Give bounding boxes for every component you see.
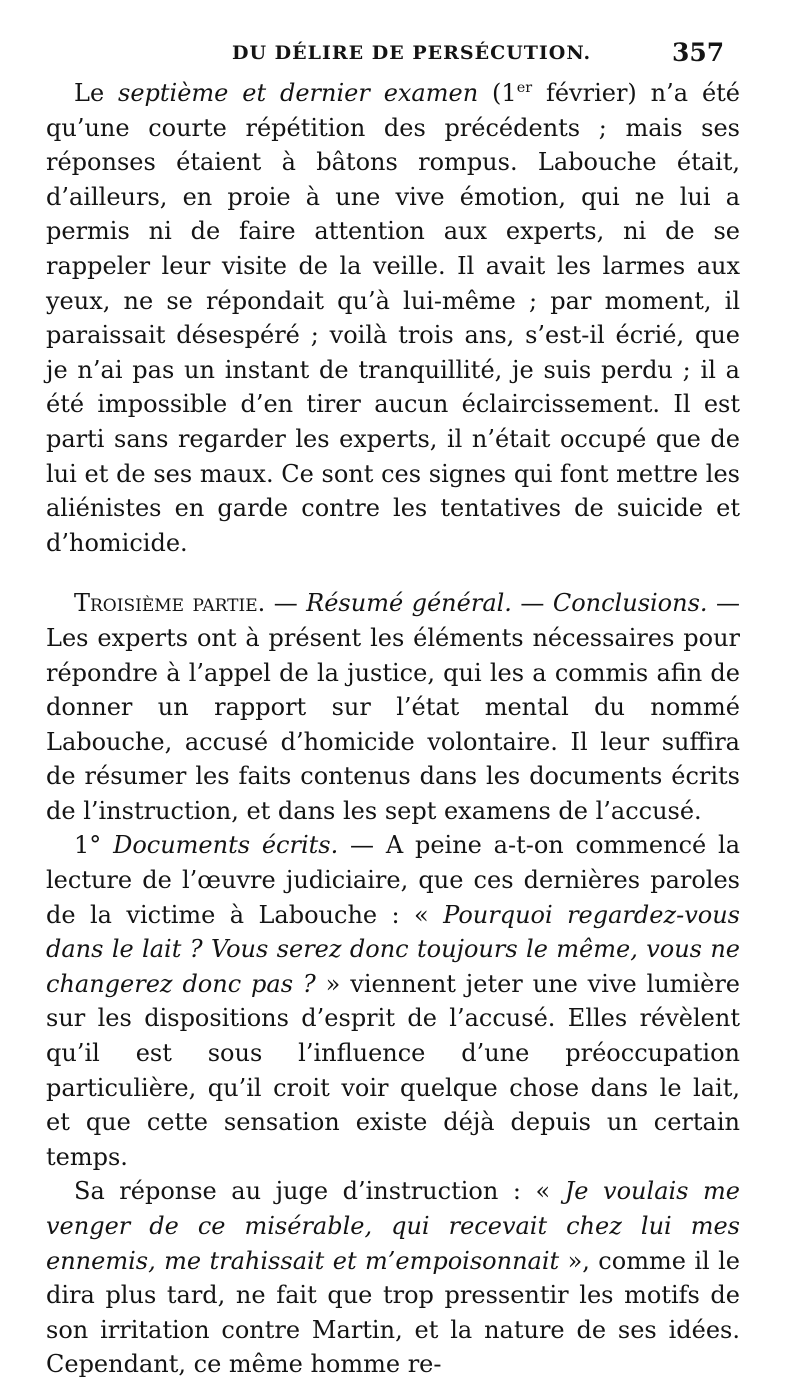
paragraph-documents-ecrits: [46, 828, 740, 1174]
paragraph-septieme-examen: [46, 76, 740, 560]
superscript: er: [516, 80, 533, 96]
text-run: — Les experts ont à présent les éléments nécessaires pour répondre à l’appel de la justice, qui les a commis afin de donner un rapport sur l’état mental du nommé Labouche, accusé d’homicide volontaire. Il leur suffira de résumer les faits contenus dans les documents écrits de l’instruction, et dans les sept examens de l’accusé.: [46, 589, 740, 825]
page-number: 357: [672, 38, 725, 67]
running-title: DU DÉLIRE DE PERSÉCUTION.: [232, 42, 592, 64]
text-run: (1: [478, 79, 517, 107]
text-run: » viennent jeter une vive lumière sur les dispositions d’esprit de l’accusé. Elles révèlent qu’il est sous l’influence d’une préoccupation particulière, qu’il croit voir quelque chose dans le lait, et que cette sensation existe déjà depuis un certain temps.: [46, 969, 740, 1171]
page-header: [0, 38, 800, 78]
text-run: —: [265, 589, 307, 618]
italic-run: septième et dernier examen: [118, 79, 479, 107]
italic-quote: Pourquoi regardez-vous dans le lait ? Vous serez donc toujours le même, vous ne changerez donc pas ?: [46, 900, 740, 998]
paragraph-reponse-juge: [46, 1174, 740, 1382]
italic-quote: Je voulais me venger de ce misérable, qui recevait chez lui mes ennemis, me trahissait et m’empoisonnait: [46, 1177, 740, 1275]
text-run: —: [511, 589, 553, 618]
paragraph-troisieme-partie: [46, 586, 740, 828]
page-body: [46, 76, 740, 1382]
text-run: Sa réponse au juge d’instruction : «: [74, 1177, 565, 1206]
text-run: — A peine a-t-on commencé la lecture de l’œuvre judiciaire, que ces dernières paroles de la victime à Labouche : «: [46, 831, 741, 929]
italic-run: Documents écrits.: [113, 831, 339, 860]
text-run: Le: [74, 79, 119, 107]
italic-run: Résumé général.: [306, 589, 512, 618]
italic-run: Conclusions.: [552, 589, 708, 618]
text-run: », comme il le dira plus tard, ne fait que trop pressentir les motifs de son irritation contre Martin, et la nature de ses idées. Cependant, ce même homme re-: [46, 1246, 740, 1379]
text-run: février) n’a été qu’une courte répétition des précédents ; mais ses réponses étaient à bâtons rompus. Labouche était, d’ailleurs, en proie à une vive émotion, qui ne lui a permis ni de faire attention aux experts, ni de se rappeler leur visite de la veille. Il avait les larmes aux yeux, ne se répondait qu’à lui-même ; par moment, il paraissait désespéré ; voilà trois ans, s’est-il écrié, que je n’ai pas un instant de tranquillité, je suis perdu ; il a été impossible d’en tirer aucun éclaircissement. Il est parti sans regarder les experts, il n’était occupé que de lui et de ses maux. Ce sont ces signes qui font mettre les aliénistes en garde contre les tentatives de suicide et d’homicide.: [46, 79, 740, 557]
section-heading: Troisième partie.: [74, 589, 266, 618]
text-run: 1°: [74, 831, 114, 860]
